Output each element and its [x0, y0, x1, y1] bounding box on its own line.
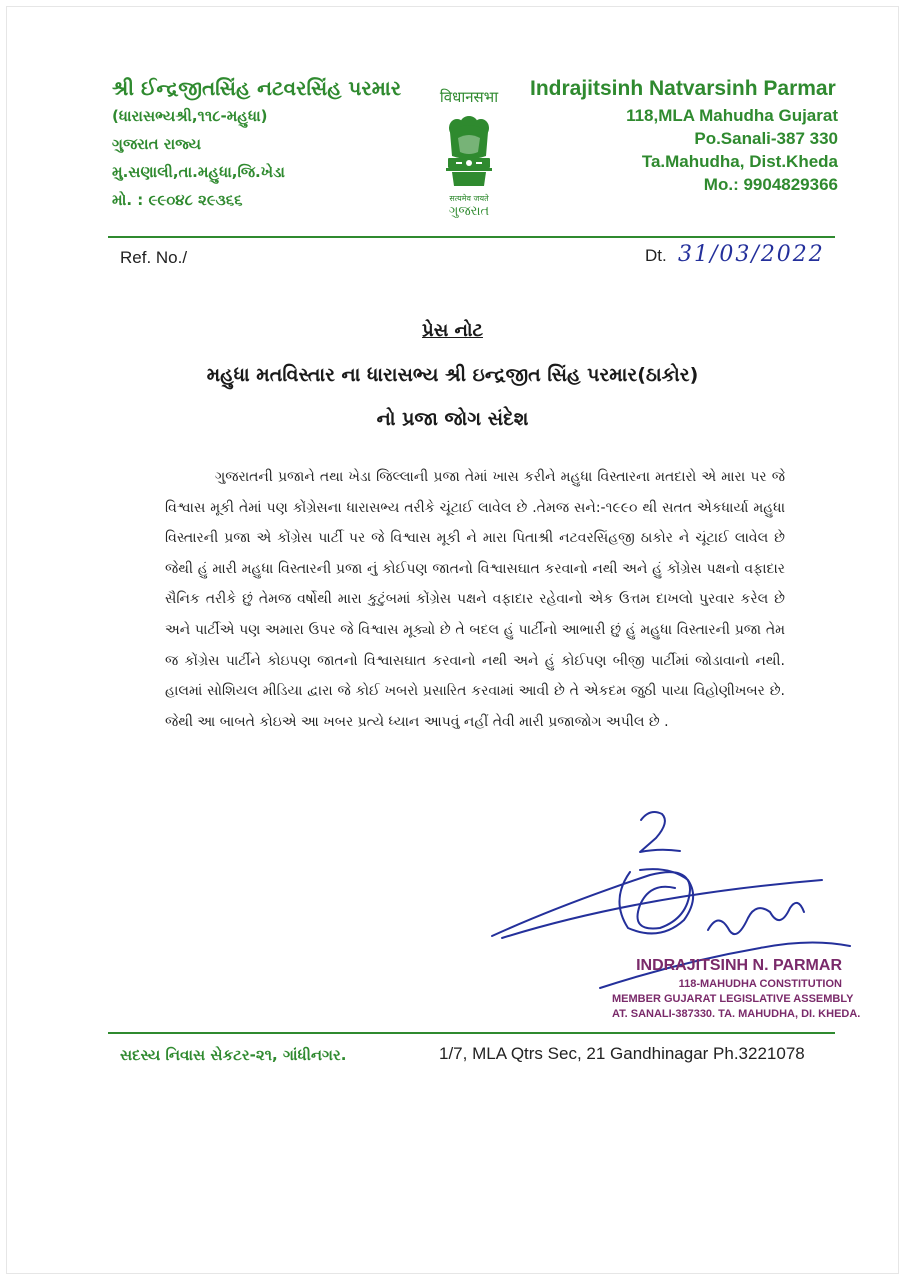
sender-name-english: Indrajitsinh Natvarsinh Parmar: [530, 77, 836, 100]
emblem-bottom-text: ગુજરાત: [448, 204, 490, 219]
stamp-constituency: 118-MAHUDHA CONSTITUTION: [678, 978, 842, 990]
sender-name-gujarati: શ્રી ઈન્દ્રજીતસિંહ નટવરસિંહ પરમાર: [112, 76, 402, 100]
stamp-address: AT. SANALI-387330. TA. MAHUDHA, DI. KHEDA.: [612, 1008, 861, 1020]
document-title: પ્રેસ નોટ: [422, 320, 483, 341]
footer-address-english: 1/7, MLA Qtrs Sec, 21 Gandhinagar Ph.3221078: [439, 1044, 805, 1063]
signature-stamp: [612, 955, 861, 1022]
sender-po-english: Po.Sanali-387 330: [694, 129, 838, 148]
sender-address-gujarati: મુ.સણાલી,તા.મહુધા,જિ.ખેડા: [112, 163, 285, 181]
sender-address-english: Ta.Mahudha, Dist.Kheda: [641, 152, 838, 171]
emblem-motto: सत्यमेव जयते: [449, 194, 489, 203]
stamp-name: INDRAJITSINH N. PARMAR: [636, 957, 842, 974]
sender-designation-gujarati: (ધારાસભ્યશ્રી,૧૧૮-મહુધા): [112, 107, 268, 125]
signature-loop: [492, 872, 690, 936]
sender-designation-english: 118,MLA Mahudha Gujarat: [626, 106, 838, 125]
stamp-membership: MEMBER GUJARAT LEGISLATIVE ASSEMBLY: [612, 993, 854, 1005]
document-subtitle-line1: મહુધા મતવિસ્તાર ના ધારાસભ્ય શ્રી ઇન્દ્રજીત સિંહ પરમાર(ઠાકોર): [206, 364, 699, 386]
handwritten-mark-2: [640, 812, 680, 852]
date-value: 31/03/2022: [678, 242, 825, 267]
sender-mobile-gujarati: મો. : ૯૯૦૪૮ ૨૯૩૬૬: [112, 191, 243, 209]
footer-divider: [108, 1032, 835, 1034]
reference-label: Ref. No./: [120, 248, 188, 267]
signature-underline: [502, 880, 822, 938]
footer-address-gujarati: સદસ્ય નિવાસ સેકટર-૨૧, ગાંધીનગર.: [120, 1046, 347, 1064]
emblem-top-text: विधानसभा: [439, 88, 499, 106]
sender-state-gujarati: ગુજરાત રાજ્ય: [112, 135, 202, 153]
signature-scribble: [708, 903, 804, 934]
body-paragraph: ગુજરાતની પ્રજાને તથા ખેડા જિલ્લાની પ્રજા તેમાં ખાસ કરીને મહુધા વિસ્તારના મતદારો એ મારા પર જે વિશ્વાસ મૂકી તેમાં પણ કોંગ્રેસના ધારાસભ્ય તરીકે ચૂંટાઈ લાવેલ છે .તેમજ સને:-૧૯૯૦ થી સતત એકધાર્યા મહુધા વિસ્તારની પ્રજા એ કોંગ્રેસ પાર્ટી પર જે વિશ્વાસ મૂકી ને મારા પિતાશ્રી નટવરસિંહજી ઠાકોર ને ચૂંટાઈ લાવેલ છે જેથી હું મારી મહુધા વિસ્તારની પ્રજા નું કોઈપણ જાતનો વિશ્વાસઘાત કરવાનો નથી અને હું કોંગ્રેસ પક્ષનો વફાદાર સૈનિક તરીકે છું તેમજ વર્ષોથી મારા કુટુંબમાં કોંગ્રેસ પક્ષને વફાદાર રહેવાનો એક ઉત્તમ દાખલો પુરવાર કરેલ છે અને પાર્ટીએ પણ અમારા ઉપર જે વિશ્વાસ મૂક્યો છે તે બદલ હું પાર્ટીનો આભારી છું હું મહુધા વિસ્તારની પ્રજા તેમ જ કોંગ્રેસ પાર્ટીને કોઇપણ જાતનો વિશ્વાસઘાત કરવાનો નથી અને હું કોઈપણ બીજી પાર્ટીમાં જોડાવાનો નથી. હાલમાં સોશિયલ મીડિયા દ્વારા જે કોઈ ખબરો પ્રસારિત કરવામાં આવી છે તે એકદમ જુઠી પાયા વિહોણીખબર છે. જેથી આ બાબતે કોઇએ આ ખબર પ્રત્યે ધ્યાન આપવું નહીં તેવી મારી પ્રજાજોગ અપીલ છે .: [165, 469, 785, 730]
date-label: Dt.: [645, 246, 667, 265]
sender-mobile-english: Mo.: 9904829366: [703, 175, 838, 194]
document-subtitle-line2: નો પ્રજા જોગ સંદેશ: [376, 408, 529, 430]
